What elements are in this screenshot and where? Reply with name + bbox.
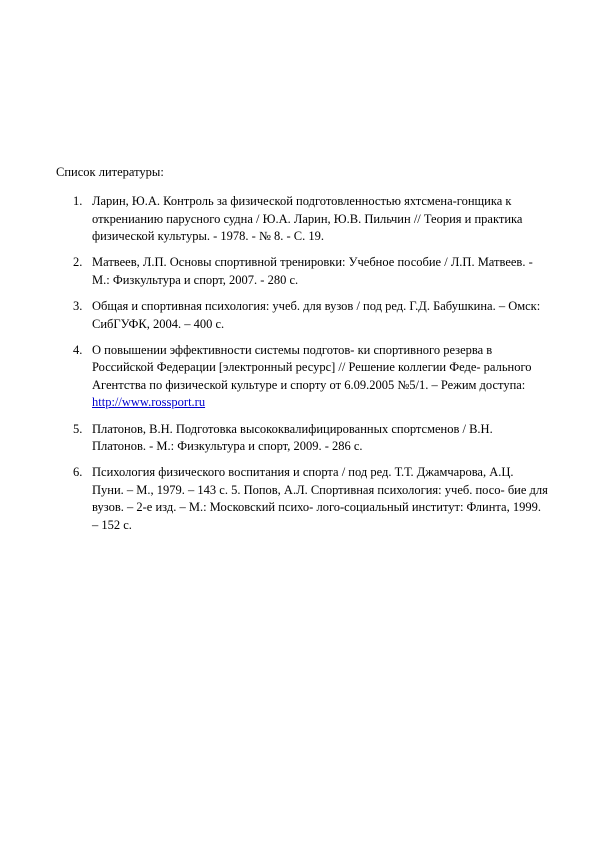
reference-item-4: [73, 342, 548, 412]
reference-text: Матвеев, Л.П. Основы спортивной тренировки: Учебное пособие / Л.П. Матвеев. - М.: Физкультура и спорт, 2007. - 280 с.: [92, 255, 533, 287]
reference-number: 6.: [73, 465, 83, 480]
reference-text: Психология физического воспитания и спорта / под ред. Т.Т. Джамчарова, А.Ц. Пуни. – М., 1979. – 143 с. 5. Попов, А.Л. Спортивная психология: учеб. посо- бие для вузов. – 2-е изд. – М.: Московский психо- лого-социальный институт: Флинта, 1999. – 152 с.: [92, 465, 548, 532]
reference-item-2: [73, 254, 548, 289]
reference-number: 5.: [73, 421, 83, 436]
reference-text: Общая и спортивная психология: учеб. для вузов / под ред. Г.Д. Бабушкина. – Омск: СибГУФК, 2004. – 400 с.: [92, 299, 541, 331]
reference-number: 2.: [73, 255, 83, 270]
reference-number: 1.: [73, 194, 83, 208]
reference-item-5: [73, 421, 548, 456]
reference-text: Ларин, Ю.А. Контроль за физической подготовленностью яхтсмена-гонщика к откренианию парусного судна / Ю.А. Ларин, Ю.В. Пильчин // Теория и практика физической культуры. - 1978. - № 8. - С. 19.: [92, 194, 523, 243]
reference-item-1: [73, 193, 548, 246]
reference-item-6: [73, 464, 548, 534]
reference-text: Платонов, В.Н. Подготовка высококвалифицированных спортсменов / В.Н. Платонов. - М.: Физкультура и спорт, 2009. - 286 с.: [92, 421, 493, 454]
rossport-link[interactable]: http://www.rossport.ru: [92, 395, 206, 410]
references-list: [73, 193, 548, 543]
reference-item-3: [73, 298, 548, 333]
reference-text: О повышении эффективности системы подготов- ки спортивного резерва в Российской Федерации [электронный ресурс] // Решение коллегии Феде- рального Агентства по физической культуре и спорту от 6.09.2005 №5/1. – Режим доступа:: [92, 342, 532, 392]
references-heading: Список литературы:: [56, 165, 164, 179]
reference-number: 3.: [73, 299, 83, 314]
reference-number: 4.: [73, 342, 83, 357]
